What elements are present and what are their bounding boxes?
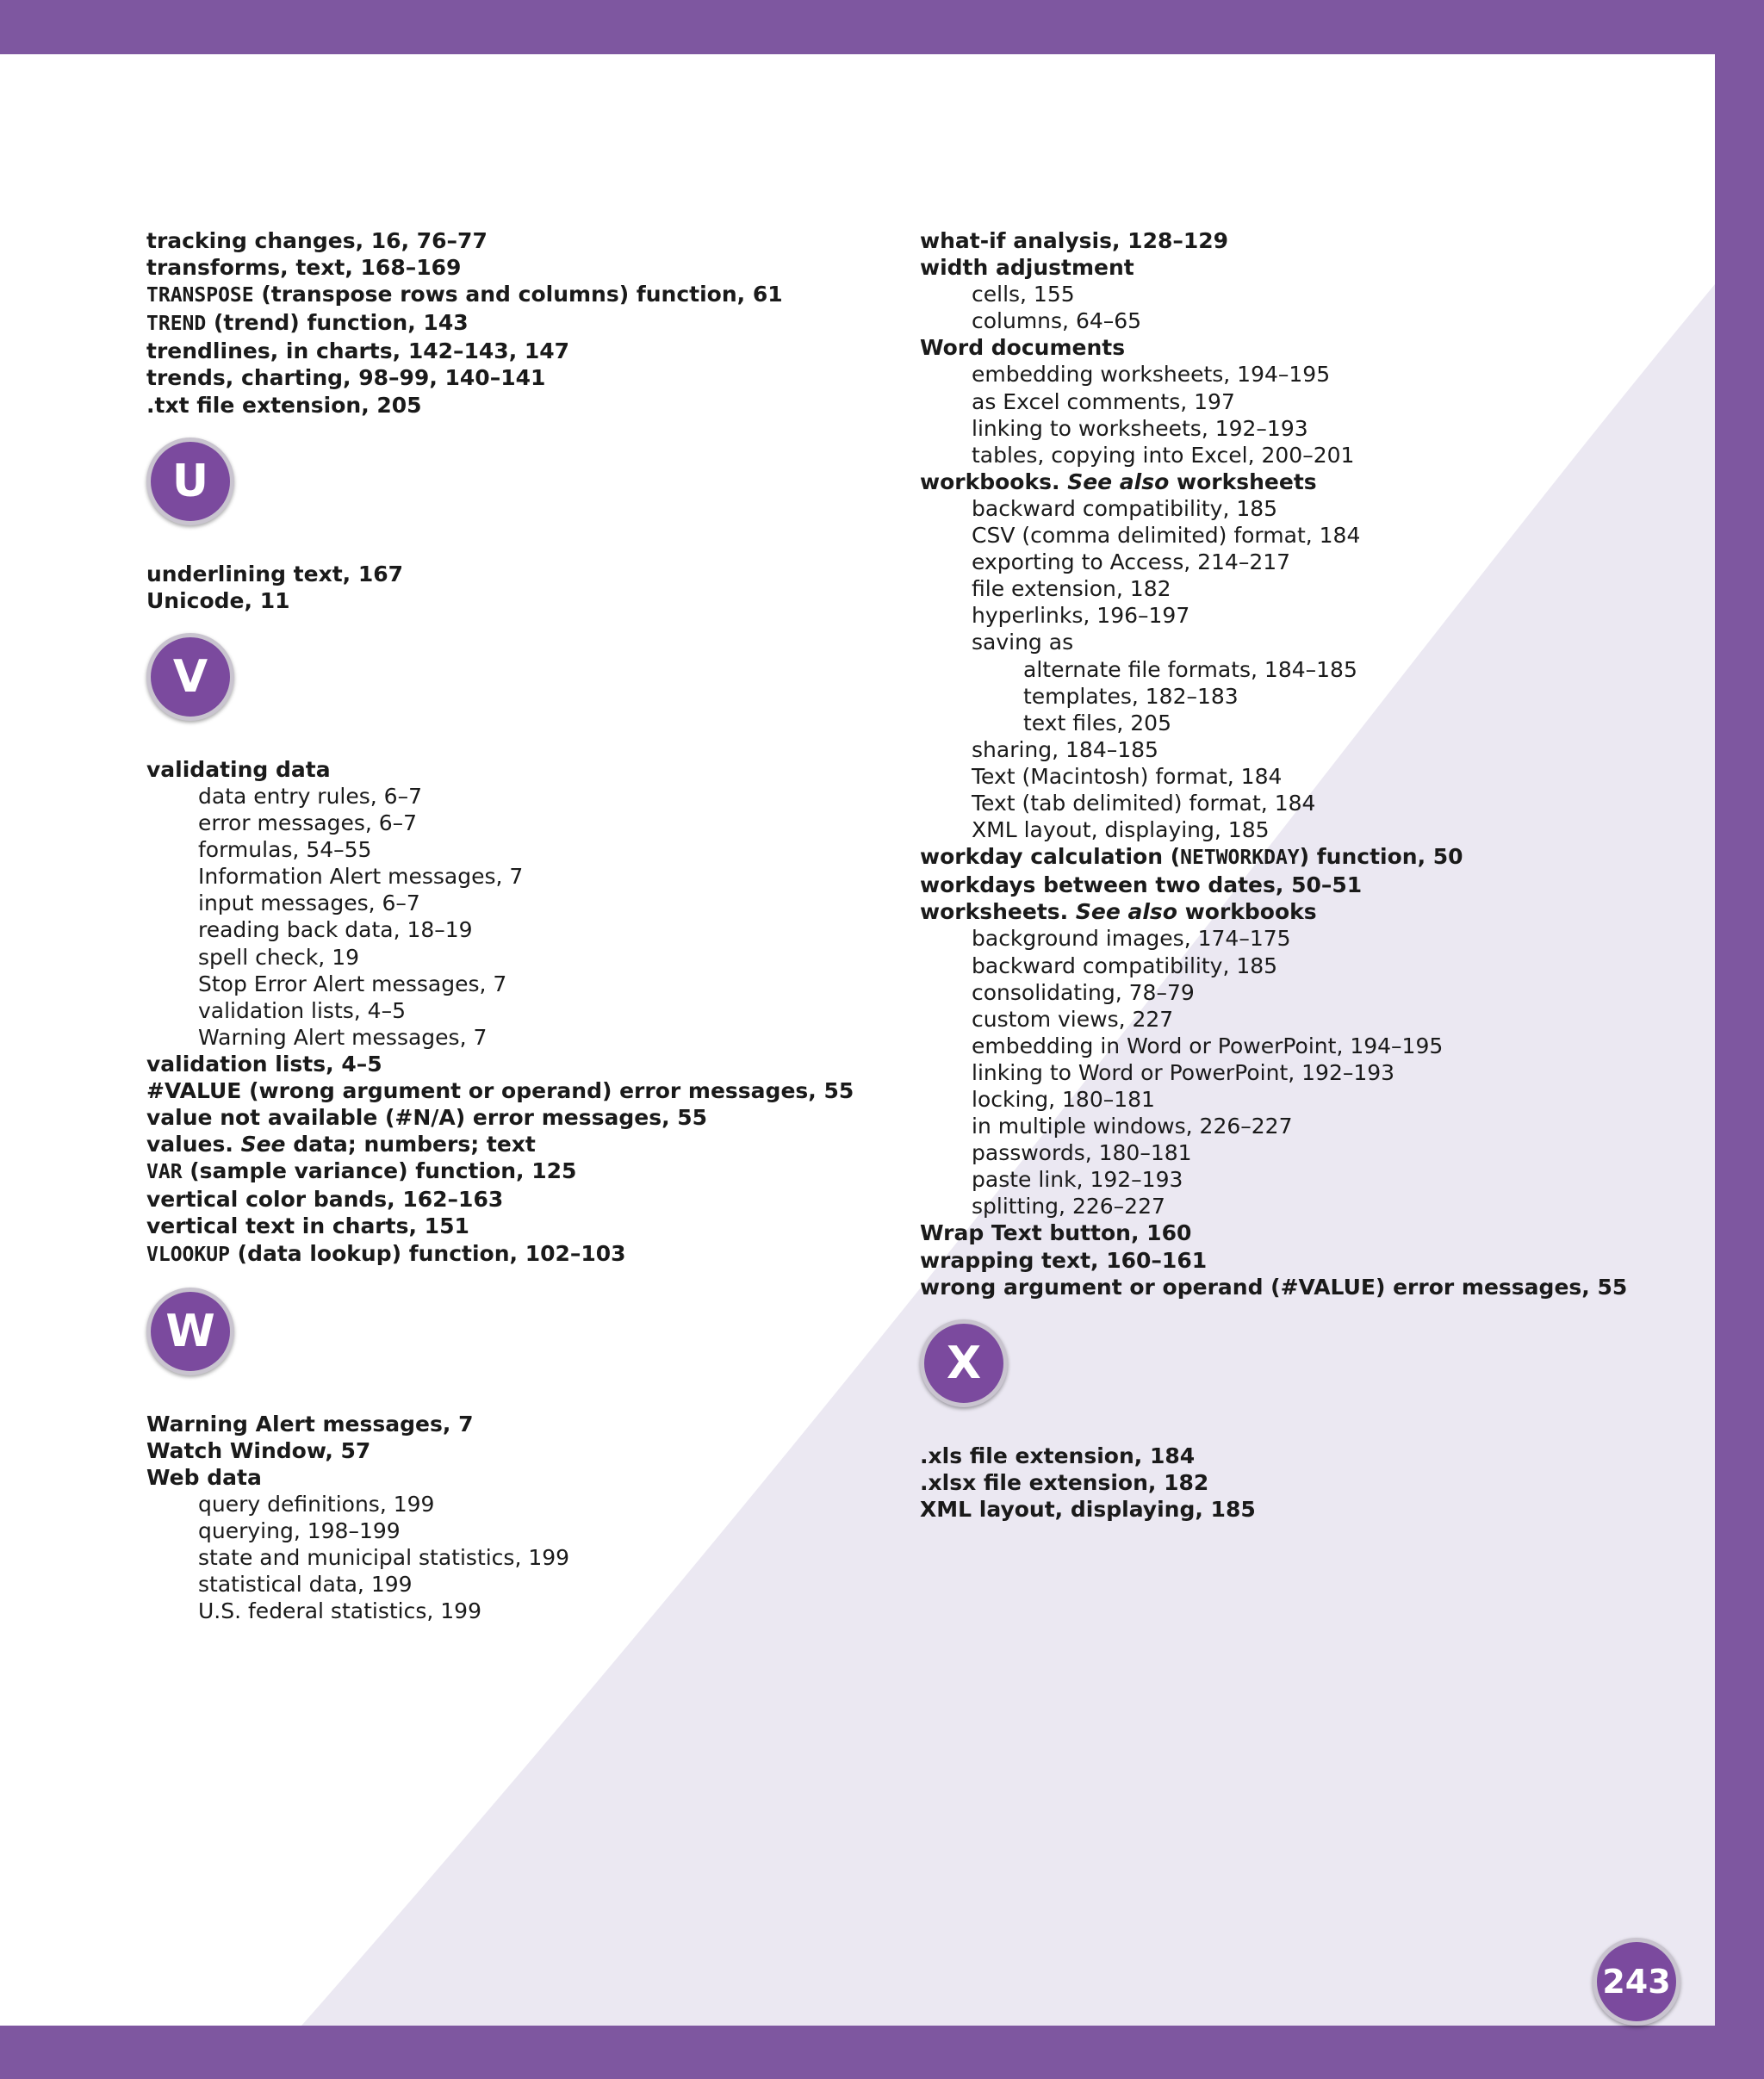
entry-text: exporting to Access, 214–217 (972, 549, 1291, 575)
entry-text: See also (1075, 899, 1177, 925)
entry-text: VLOOKUP (146, 1243, 230, 1266)
entry-text: Stop Error Alert messages, 7 (198, 971, 507, 996)
index-subentry (146, 863, 887, 890)
entry-text: splitting, 226–227 (972, 1194, 1165, 1219)
index-entry (146, 1131, 887, 1157)
index-subentry (146, 916, 887, 943)
index-entry (146, 338, 887, 364)
index-entry (146, 392, 887, 419)
entry-text: text files, 205 (1023, 710, 1171, 735)
entry-text: linking to Word or PowerPoint, 192–193 (972, 1059, 1395, 1085)
index-entry (920, 843, 1695, 872)
index-subentry (920, 361, 1695, 388)
entry-text: spell check, 19 (198, 944, 360, 970)
index-subentry (146, 1517, 887, 1544)
index-entry (146, 1411, 887, 1437)
index-entry (920, 1469, 1695, 1496)
right-index-column (920, 227, 1695, 1523)
index-entry (146, 1240, 887, 1269)
entry-text: XML layout, displaying, 185 (972, 817, 1270, 843)
entry-text: See also (1067, 469, 1170, 494)
entry-text: sharing, 184–185 (972, 736, 1158, 762)
entry-text: width adjustment (920, 255, 1134, 281)
page-number-badge: 243 (1593, 1938, 1680, 2026)
entry-text: formulas, 54–55 (198, 837, 372, 863)
entry-text: XML layout, displaying, 185 (920, 1496, 1256, 1522)
entry-text: query definitions, 199 (198, 1491, 435, 1517)
entry-text: worksheets. (920, 899, 1076, 925)
index-subentry (920, 415, 1695, 442)
entry-text: querying, 198–199 (198, 1518, 401, 1543)
entry-text: paste link, 192–193 (972, 1167, 1183, 1193)
index-entry (146, 756, 887, 783)
entry-text: workbooks. (920, 469, 1068, 494)
entry-text: in multiple windows, 226–227 (972, 1114, 1293, 1139)
index-entry (146, 1157, 887, 1186)
index-subentry (920, 763, 1695, 790)
entry-text: linking to worksheets, 192–193 (972, 415, 1308, 441)
index-subentry (920, 736, 1695, 763)
entry-text: VAR (146, 1161, 183, 1184)
entry-text: consolidating, 78–79 (972, 979, 1195, 1005)
index-subentry (146, 1544, 887, 1571)
entry-text: #VALUE (wrong argument or operand) error messages, 55 (146, 1077, 854, 1103)
index-subentry (920, 1113, 1695, 1139)
index-entry (146, 227, 887, 254)
entry-text: validating data (146, 756, 331, 782)
index-entry (920, 1496, 1695, 1523)
entry-text: state and municipal statistics, 199 (198, 1545, 570, 1571)
letter-badge: V (146, 633, 234, 721)
entry-text: TREND (146, 313, 207, 336)
index-entry (920, 227, 1695, 254)
entry-text: TRANSPOSE (146, 284, 254, 307)
entry-text: vertical color bands, 162–163 (146, 1187, 504, 1213)
index-entry (146, 1213, 887, 1239)
entry-text: transforms, text, 168–169 (146, 255, 462, 281)
index-subentry (920, 495, 1695, 522)
entry-text: hyperlinks, 196–197 (972, 603, 1190, 629)
entry-text: trends, charting, 98–99, 140–141 (146, 365, 546, 391)
entry-text: statistical data, 199 (198, 1572, 413, 1598)
index-entry (146, 587, 887, 614)
index-subentry (920, 522, 1695, 549)
index-subentry (920, 710, 1695, 736)
entry-text: workdays between two dates, 50–51 (920, 872, 1363, 898)
index-entry (146, 1104, 887, 1131)
index-subentry (920, 1193, 1695, 1219)
section-letter-v (146, 614, 887, 756)
index-subentry (920, 602, 1695, 629)
entry-text: embedding in Word or PowerPoint, 194–195 (972, 1033, 1444, 1058)
entry-text: saving as (972, 630, 1074, 655)
right-bar (1715, 0, 1764, 2079)
index-entry (920, 1219, 1695, 1246)
left-index-column (146, 227, 887, 1624)
index-subentry (920, 1139, 1695, 1166)
entry-text: underlining text, 167 (146, 561, 404, 586)
entry-text: (sample variance) function, 125 (182, 1158, 577, 1184)
entry-text: Warning Alert messages, 7 (198, 1024, 488, 1050)
entry-text: Web data (146, 1464, 262, 1490)
index-subentry (920, 790, 1695, 816)
entry-text: reading back data, 18–19 (198, 917, 473, 943)
entry-text: workday calculation ( (920, 844, 1181, 870)
letter-badge: X (920, 1319, 1008, 1407)
index-subentry (146, 836, 887, 863)
entry-text: .txt file extension, 205 (146, 392, 422, 418)
index-entry (920, 334, 1695, 361)
entry-text: cells, 155 (972, 282, 1075, 307)
entry-text: Word documents (920, 335, 1126, 361)
index-entry (920, 254, 1695, 281)
index-subentry (920, 1166, 1695, 1193)
index-subentry (920, 979, 1695, 1006)
index-entry (920, 469, 1695, 495)
entry-text: templates, 182–183 (1023, 683, 1239, 709)
index-subentry (920, 307, 1695, 334)
index-subentry (920, 1086, 1695, 1113)
entry-text: error messages, 6–7 (198, 810, 418, 836)
entry-text: U.S. federal statistics, 199 (198, 1598, 481, 1624)
index-entry (146, 309, 887, 338)
entry-text: (transpose rows and columns) function, 61 (253, 282, 783, 307)
index-subentry (146, 1491, 887, 1517)
index-subentry (920, 683, 1695, 710)
entry-text: tables, copying into Excel, 200–201 (972, 442, 1355, 468)
entry-text: trendlines, in charts, 142–143, 147 (146, 338, 570, 364)
entry-text: Information Alert messages, 7 (198, 864, 524, 890)
entry-text: validation lists, 4–5 (146, 1051, 382, 1077)
entry-text: Wrap Text button, 160 (920, 1220, 1192, 1246)
entry-text: value not available (#N/A) error messages, 55 (146, 1105, 708, 1131)
index-entry (146, 1437, 887, 1464)
entry-text: custom views, 227 (972, 1006, 1174, 1032)
entry-text: wrapping text, 160–161 (920, 1247, 1208, 1273)
entry-text: passwords, 180–181 (972, 1140, 1192, 1166)
index-subentry (920, 575, 1695, 602)
entry-text: ) function, 50 (1299, 844, 1463, 870)
entry-text: Unicode, 11 (146, 587, 290, 613)
index-entry (920, 1274, 1695, 1300)
entry-text: tracking changes, 16, 76–77 (146, 228, 488, 253)
entry-text: Watch Window, 57 (146, 1437, 371, 1463)
entry-text: Text (tab delimited) format, 184 (972, 790, 1316, 816)
letter-badge: W (146, 1288, 234, 1375)
index-subentry (920, 656, 1695, 683)
entry-text: backward compatibility, 185 (972, 495, 1278, 521)
entry-text: data; numbers; text (285, 1132, 536, 1157)
entry-text: validation lists, 4–5 (198, 997, 406, 1023)
index-entry (146, 1077, 887, 1104)
index-subentry (146, 971, 887, 997)
section-letter-w (146, 1269, 887, 1411)
entry-text: alternate file formats, 184–185 (1023, 656, 1357, 682)
entry-text: See (240, 1132, 286, 1157)
index-subentry (920, 816, 1695, 843)
index-subentry (146, 890, 887, 916)
index-subentry (920, 549, 1695, 575)
index-entry (920, 898, 1695, 925)
entry-text: (trend) function, 143 (206, 310, 469, 336)
index-entry (146, 254, 887, 281)
entry-text: embedding worksheets, 194–195 (972, 362, 1331, 388)
index-entry (920, 1247, 1695, 1274)
index-subentry (146, 997, 887, 1024)
index-subentry (146, 1024, 887, 1051)
index-entry (146, 561, 887, 587)
index-entry (146, 1464, 887, 1491)
entry-text: locking, 180–181 (972, 1087, 1155, 1112)
entry-text: backward compatibility, 185 (972, 953, 1278, 978)
section-letter-u (146, 419, 887, 561)
entry-text: (data lookup) function, 102–103 (229, 1240, 626, 1266)
entry-text: workbooks (1177, 899, 1317, 925)
entry-text: input messages, 6–7 (198, 891, 420, 916)
entry-text: data entry rules, 6–7 (198, 783, 422, 809)
index-subentry (920, 953, 1695, 979)
index-subentry (920, 388, 1695, 415)
entry-text: background images, 174–175 (972, 926, 1291, 952)
entry-text: CSV (comma delimited) format, 184 (972, 523, 1361, 549)
index-subentry (146, 783, 887, 810)
index-subentry (920, 629, 1695, 655)
entry-text: wrong argument or operand (#VALUE) error messages, 55 (920, 1274, 1628, 1300)
index-entry (920, 1443, 1695, 1469)
entry-text: .xlsx file extension, 182 (920, 1469, 1209, 1495)
entry-text: Text (Macintosh) format, 184 (972, 763, 1283, 789)
index-subentry (920, 442, 1695, 469)
entry-text: values. (146, 1132, 241, 1157)
top-bar (0, 0, 1764, 54)
index-subentry (146, 1598, 887, 1624)
section-letter-x (920, 1300, 1695, 1443)
entry-text: file extension, 182 (972, 576, 1171, 602)
entry-text: .xls file extension, 184 (920, 1443, 1196, 1468)
index-entry (146, 1051, 887, 1077)
index-entry (146, 364, 887, 391)
index-entry (146, 1186, 887, 1213)
index-subentry (146, 944, 887, 971)
index-subentry (920, 925, 1695, 952)
entry-text: columns, 64–65 (972, 308, 1142, 334)
entry-text: as Excel comments, 197 (972, 388, 1235, 414)
entry-text: worksheets (1169, 469, 1317, 494)
index-subentry (146, 810, 887, 836)
index-entry (146, 281, 887, 309)
index-subentry (920, 1059, 1695, 1086)
index-entry (920, 872, 1695, 898)
bottom-bar (0, 2026, 1764, 2079)
index-subentry (920, 1033, 1695, 1059)
entry-text: vertical text in charts, 151 (146, 1213, 469, 1239)
index-subentry (146, 1571, 887, 1598)
entry-text: what-if analysis, 128–129 (920, 228, 1229, 253)
entry-text: NETWORKDAY (1180, 847, 1300, 870)
letter-badge: U (146, 438, 234, 525)
index-subentry (920, 1006, 1695, 1033)
entry-text: Warning Alert messages, 7 (146, 1411, 474, 1437)
index-subentry (920, 281, 1695, 307)
